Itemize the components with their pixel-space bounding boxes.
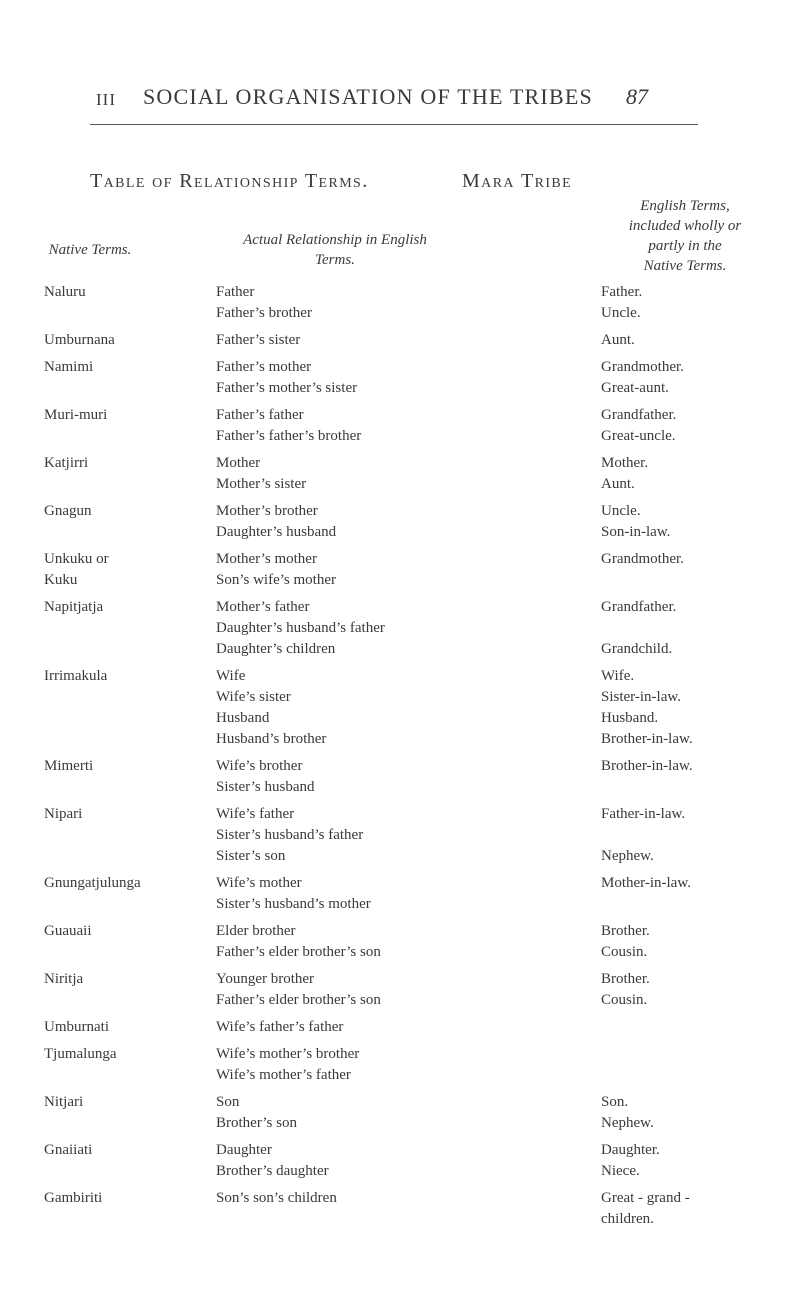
native-term-line: Unkuku or xyxy=(44,551,109,567)
table-row xyxy=(0,1044,800,1086)
actual-relationship-line: Daughter’s husband xyxy=(216,524,337,540)
native-term xyxy=(44,453,194,474)
english-term-line: Cousin. xyxy=(601,992,648,1008)
actual-relationship xyxy=(216,666,596,750)
english-term-line: Mother-in-law. xyxy=(601,875,691,891)
header-english-line: partly in the xyxy=(648,238,722,254)
actual-relationship xyxy=(216,549,596,591)
actual-relationship-line: Father’s brother xyxy=(216,305,312,321)
native-term-line: Gnagun xyxy=(44,503,92,519)
native-term xyxy=(44,921,194,942)
actual-relationship-line: Wife xyxy=(216,668,246,684)
english-term-line: Cousin. xyxy=(601,944,648,960)
table-row xyxy=(0,282,800,324)
actual-relationship-line: Husband xyxy=(216,710,270,726)
native-term-line: Gnaiiati xyxy=(44,1142,93,1158)
actual-relationship xyxy=(216,1017,596,1038)
english-term-line xyxy=(601,1044,791,1065)
native-term xyxy=(44,357,194,378)
english-term-line xyxy=(601,777,791,798)
english-term xyxy=(601,921,791,963)
actual-relationship xyxy=(216,969,596,1011)
actual-relationship xyxy=(216,1188,596,1209)
actual-relationship-line: Wife’s father xyxy=(216,806,295,822)
english-term-line: Wife. xyxy=(601,668,635,684)
native-term xyxy=(44,756,194,777)
actual-relationship xyxy=(216,357,596,399)
native-term xyxy=(44,969,194,990)
native-term-line: Namimi xyxy=(44,359,94,375)
english-term-line: Brother. xyxy=(601,971,650,987)
native-term xyxy=(44,1044,194,1065)
table-row xyxy=(0,873,800,915)
actual-relationship xyxy=(216,921,596,963)
actual-relationship-line: Daughter’s husband’s father xyxy=(216,620,385,636)
actual-relationship-line: Mother’s brother xyxy=(216,503,318,519)
native-term-line: Guauaii xyxy=(44,923,92,939)
english-term-line: children. xyxy=(601,1211,654,1227)
english-term-line: Nephew. xyxy=(601,848,654,864)
native-term-line: Irrimakula xyxy=(44,668,108,684)
english-term xyxy=(601,873,791,915)
english-term-line: Daughter. xyxy=(601,1142,660,1158)
actual-relationship xyxy=(216,597,596,660)
native-term-line: Niritja xyxy=(44,971,84,987)
actual-relationship-line: Father’s mother’s sister xyxy=(216,380,358,396)
actual-relationship-line: Wife’s mother’s father xyxy=(216,1067,351,1083)
table-row xyxy=(0,921,800,963)
native-term xyxy=(44,405,194,426)
table-row xyxy=(0,1017,800,1038)
actual-relationship-line: Father’s elder brother’s son xyxy=(216,992,381,1008)
header-actual-line: Terms. xyxy=(315,252,355,268)
english-term-line: Father-in-law. xyxy=(601,806,686,822)
english-term-line: Great-uncle. xyxy=(601,428,676,444)
actual-relationship-line: Daughter’s children xyxy=(216,641,336,657)
actual-relationship-line: Son’s son’s children xyxy=(216,1190,337,1206)
page-number: 87 xyxy=(626,84,648,109)
actual-relationship-line: Father’s father xyxy=(216,407,304,423)
english-term-line: Sister-in-law. xyxy=(601,689,681,705)
actual-relationship xyxy=(216,405,596,447)
native-term-line: Gnungatjulunga xyxy=(44,875,141,891)
english-term-line: Grandchild. xyxy=(601,641,673,657)
running-title: SOCIAL ORGANISATION OF THE TRIBES xyxy=(143,84,593,109)
native-term-line: Umburnana xyxy=(44,332,115,348)
header-english-line: Native Terms. xyxy=(643,258,727,274)
table-row xyxy=(0,756,800,798)
header-english-terms xyxy=(600,196,770,276)
table-row xyxy=(0,1140,800,1182)
native-term-line: Umburnati xyxy=(44,1019,109,1035)
header-english-line: included wholly or xyxy=(628,218,742,234)
native-term xyxy=(44,597,194,618)
english-term xyxy=(601,1140,791,1182)
actual-relationship-line: Husband’s brother xyxy=(216,731,327,747)
english-term-line: Father. xyxy=(601,284,643,300)
english-term-line xyxy=(601,1065,791,1086)
english-term-line xyxy=(601,1017,791,1038)
native-term xyxy=(44,804,194,825)
relationship-table xyxy=(0,282,800,1227)
actual-relationship xyxy=(216,1140,596,1182)
actual-relationship-line: Son xyxy=(216,1094,240,1110)
actual-relationship-line: Sister’s husband xyxy=(216,779,315,795)
english-term-line: Grandmother. xyxy=(601,551,684,567)
table-row xyxy=(0,597,800,660)
english-term-line xyxy=(601,894,791,915)
table-title-right: Mara Tribe xyxy=(462,170,573,192)
header-native-terms: Native Terms. xyxy=(48,242,132,258)
actual-relationship-line: Sister’s husband’s mother xyxy=(216,896,371,912)
chapter-number: III xyxy=(96,90,116,109)
english-term-line: Grandfather. xyxy=(601,599,677,615)
english-term xyxy=(601,1092,791,1134)
actual-relationship-line: Father’s father’s brother xyxy=(216,428,362,444)
english-term-line: Great - grand - xyxy=(601,1190,690,1206)
table-row xyxy=(0,969,800,1011)
english-term-line: Brother. xyxy=(601,923,650,939)
english-term-line: Grandfather. xyxy=(601,407,677,423)
table-row xyxy=(0,501,800,543)
native-term xyxy=(44,1188,194,1209)
english-term xyxy=(601,549,791,591)
english-term-line: Uncle. xyxy=(601,305,641,321)
header-actual-relationship xyxy=(200,230,470,270)
actual-relationship-line: Father’s mother xyxy=(216,359,312,375)
native-term-line: Nipari xyxy=(44,806,83,822)
english-term-line xyxy=(601,825,791,846)
english-term xyxy=(601,969,791,1011)
actual-relationship-line: Wife’s mother xyxy=(216,875,302,891)
header-actual-line: Actual Relationship in English xyxy=(243,232,427,248)
english-term-line: Uncle. xyxy=(601,503,641,519)
actual-relationship-line: Mother’s father xyxy=(216,599,310,615)
english-term xyxy=(601,597,791,660)
actual-relationship xyxy=(216,453,596,495)
native-term xyxy=(44,1017,194,1038)
actual-relationship xyxy=(216,282,596,324)
table-title-left: Table of Relationship Terms. xyxy=(90,170,369,192)
actual-relationship-line: Father’s elder brother’s son xyxy=(216,944,381,960)
native-term xyxy=(44,549,194,591)
native-term-line: Mimerti xyxy=(44,758,94,774)
english-term-line: Brother-in-law. xyxy=(601,731,693,747)
actual-relationship-line: Wife’s sister xyxy=(216,689,291,705)
english-term xyxy=(601,330,791,351)
english-term-line xyxy=(601,618,791,639)
actual-relationship-line: Sister’s husband’s father xyxy=(216,827,364,843)
actual-relationship xyxy=(216,501,596,543)
english-term-line: Husband. xyxy=(601,710,659,726)
actual-relationship xyxy=(216,1044,596,1086)
actual-relationship-line: Younger brother xyxy=(216,971,315,987)
native-term-line: Tjumalunga xyxy=(44,1046,117,1062)
native-term-line: Kuku xyxy=(44,572,78,588)
native-term xyxy=(44,666,194,687)
native-term xyxy=(44,1140,194,1161)
native-term-line: Katjirri xyxy=(44,455,89,471)
english-term-line: Aunt. xyxy=(601,476,635,492)
table-row xyxy=(0,1188,800,1227)
english-term xyxy=(601,1188,791,1230)
native-term-line: Muri-muri xyxy=(44,407,108,423)
table-row xyxy=(0,330,800,351)
table-title xyxy=(90,170,690,193)
english-term-line: Great-aunt. xyxy=(601,380,669,396)
actual-relationship xyxy=(216,330,596,351)
english-term-line: Brother-in-law. xyxy=(601,758,693,774)
table-row xyxy=(0,453,800,495)
actual-relationship-line: Wife’s father’s father xyxy=(216,1019,344,1035)
actual-relationship xyxy=(216,804,596,867)
english-term xyxy=(601,1044,791,1086)
native-term xyxy=(44,282,194,303)
english-term-line: Aunt. xyxy=(601,332,635,348)
actual-relationship-line: Sister’s son xyxy=(216,848,286,864)
native-term xyxy=(44,873,194,894)
actual-relationship xyxy=(216,873,596,915)
english-term xyxy=(601,1017,791,1038)
table-row xyxy=(0,1092,800,1134)
actual-relationship-line: Mother’s mother xyxy=(216,551,317,567)
actual-relationship-line: Daughter xyxy=(216,1142,272,1158)
english-term-line: Mother. xyxy=(601,455,649,471)
actual-relationship-line: Father xyxy=(216,284,255,300)
english-term xyxy=(601,282,791,324)
actual-relationship-line: Father’s sister xyxy=(216,332,301,348)
table-row xyxy=(0,405,800,447)
native-term xyxy=(44,1092,194,1113)
table-row xyxy=(0,357,800,399)
native-term-line: Napitjatja xyxy=(44,599,104,615)
native-term-line: Nitjari xyxy=(44,1094,84,1110)
english-term xyxy=(601,453,791,495)
actual-relationship-line: Mother’s sister xyxy=(216,476,307,492)
actual-relationship-line: Mother xyxy=(216,455,261,471)
actual-relationship-line: Brother’s daughter xyxy=(216,1163,329,1179)
native-term-line: Naluru xyxy=(44,284,86,300)
native-term xyxy=(44,501,194,522)
english-term-line xyxy=(601,570,791,591)
actual-relationship-line: Wife’s brother xyxy=(216,758,303,774)
native-term-line: Gambiriti xyxy=(44,1190,103,1206)
header-rule xyxy=(90,124,698,125)
english-term-line: Son. xyxy=(601,1094,629,1110)
english-term xyxy=(601,804,791,867)
actual-relationship-line: Elder brother xyxy=(216,923,296,939)
native-term xyxy=(44,330,194,351)
header-english-line: English Terms, xyxy=(640,198,730,214)
english-term-line: Niece. xyxy=(601,1163,640,1179)
table-row xyxy=(0,804,800,867)
table-row xyxy=(0,666,800,750)
actual-relationship xyxy=(216,1092,596,1134)
table-row xyxy=(0,549,800,591)
english-term-line: Son-in-law. xyxy=(601,524,671,540)
actual-relationship xyxy=(216,756,596,798)
english-term-line: Grandmother. xyxy=(601,359,684,375)
running-head xyxy=(0,84,800,114)
english-term xyxy=(601,357,791,399)
english-term xyxy=(601,666,791,750)
actual-relationship-line: Brother’s son xyxy=(216,1115,297,1131)
english-term-line: Nephew. xyxy=(601,1115,654,1131)
english-term xyxy=(601,405,791,447)
english-term xyxy=(601,756,791,798)
actual-relationship-line: Wife’s mother’s brother xyxy=(216,1046,360,1062)
english-term xyxy=(601,501,791,543)
actual-relationship-line: Son’s wife’s mother xyxy=(216,572,336,588)
